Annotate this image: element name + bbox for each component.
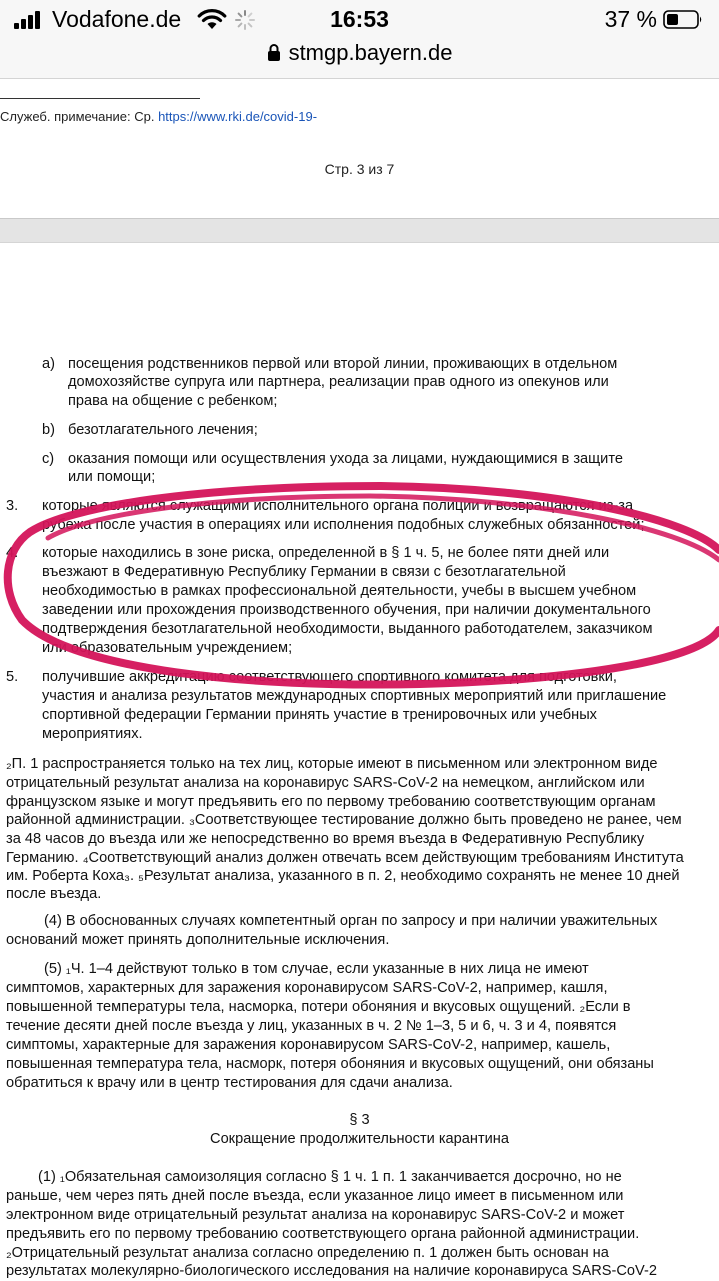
text-line: им. Роберта Коха₃. ₅Результат анализа, указанного в п. 2, необходимо сохранять не менее 10 дней (6, 868, 680, 884)
text-line: рубежа после участия в операциях или исполнения подобных служебных обязанностей; (42, 517, 645, 533)
lock-icon (267, 43, 281, 62)
text-line: раньше, чем через пять дней после въезда, если указанное лицо имеет в письменном или (6, 1188, 624, 1204)
text-line: Германию. ₄Соответствующий анализ должен отвечать всем действующим требованиям Института (6, 850, 684, 866)
text-line: спортивной федерации Германии принять участие в тренировочных или учебных (42, 707, 597, 723)
text-line: после въезда. (6, 886, 102, 902)
text-line: которые являются служащими исполнительного органа полиции и возвращаются из-за (42, 498, 634, 514)
text-line: ₂П. 1 распространяется только на тех лиц, которые имеют в письменном или электронном виде (6, 756, 658, 772)
url-bar[interactable] (0, 40, 719, 79)
text-line: посещения родственников первой или второй линии, проживающих в отдельном (68, 356, 618, 372)
text-line: въезжают в Федеративную Республику Германии в связи с безотлагательной (42, 564, 566, 580)
text-line: (1) ₁Обязательная самоизоляция согласно § 1 ч. 1 п. 1 заканчивается досрочно, но не (38, 1169, 622, 1185)
text-line: или образовательным учреждением; (42, 640, 293, 656)
text-line: участия и анализа результатов международных спортивных мероприятий или приглашение (42, 688, 667, 704)
url-domain[interactable]: stmgp.bayern.de (288, 40, 453, 65)
footnote-link[interactable]: https://www.rki.de/covid-19- (158, 109, 318, 124)
battery-icon (663, 10, 703, 29)
battery-percentage: 37 % (604, 6, 657, 32)
text-line: симптомы, характерные для заражения коронавирусом SARS-CoV-2, например, кашель, (6, 1037, 611, 1053)
text-line: (4) В обоснованных случаях компетентный орган по запросу и при наличии уважительных (44, 913, 658, 929)
text-line: права на общение с ребенком; (68, 393, 278, 409)
text-line: оказания помощи или осуществления ухода за лицами, нуждающимися в защите (68, 451, 623, 467)
text-line: необходимостью в рамках профессиональной деятельности, учебы в высшем учебном (42, 583, 637, 599)
list-marker-b: b) (42, 422, 55, 438)
footnote (0, 109, 317, 124)
status-bar (0, 0, 719, 40)
text-line: заведении или прохождения производственного обучения, при наличии документального (42, 602, 651, 618)
text-line: повышенная температура тела, насморк, потеря обоняния и вкусовых ощущений, они обязаны (6, 1056, 654, 1072)
text-line: симптомов, характерных для заражения коронавирусом SARS-CoV-2, например, кашля, (6, 980, 608, 996)
text-line: отрицательный результат анализа на коронавирус SARS-CoV-2 на немецком, английском или (6, 775, 645, 791)
list-marker-5: 5. (6, 669, 19, 685)
text-line: предъявить его по первому требованию соответствующего органа районной администрации. (6, 1226, 640, 1242)
text-line: подтверждения безотлагательной необходимости, выданного работодателем, заказчиком (42, 621, 653, 637)
text-line: безотлагательного лечения; (68, 422, 258, 438)
text-line: обратиться к врачу или в центр тестирования для сдачи анализа. (6, 1075, 453, 1091)
list-marker-3: 3. (6, 498, 19, 514)
list-marker-4: 4. (6, 545, 19, 561)
section-number: § 3 (349, 1112, 370, 1128)
text-line: за 48 часов до въезда или же непосредственно во время въезда в Федеративную Республику (6, 831, 645, 847)
text-line: оснований может принять дополнительные исключения. (6, 932, 390, 948)
page-separator (0, 218, 719, 243)
text-line: которые находились в зоне риска, определенной в § 1 ч. 5, не более пяти дней или (42, 545, 610, 561)
page-number: Стр. 3 из 7 (324, 161, 395, 177)
text-line: течение десяти дней после въезда у лиц, указанных в ч. 2 № 1–3, 5 и 6, ч. 3 и 4, появятся (6, 1018, 617, 1034)
text-line: ₂Отрицательный результат анализа согласно определению п. 1 должен быть основан на (6, 1245, 609, 1261)
list-marker-a: a) (42, 356, 55, 372)
text-line: районной администрации. ₃Соответствующее тестирование должно быть проведено не ранее, чем (6, 812, 682, 828)
text-line: электронном виде отрицательный результат анализа на коронавирус SARS-CoV-2 и может (6, 1207, 625, 1223)
list-marker-c: c) (42, 451, 55, 467)
text-line: (5) ₁Ч. 1–4 действуют только в том случае, если указанные в них лица не имеют (44, 961, 589, 977)
footnote-text: Служеб. примечание: Ср. (0, 109, 159, 124)
text-line: домохозяйстве супруга или партнера, реализации прав одного из опекунов или (68, 374, 609, 390)
text-line: французском языке и могут предъявить его по первому требованию соответствующим органам (6, 794, 656, 810)
text-line: получившие аккредитацию соответствующего спортивного комитета для подготовки, (42, 669, 617, 685)
carrier-name: Vodafone.de (52, 6, 182, 32)
section-title: Сокращение продолжительности карантина (210, 1131, 509, 1147)
text-line: мероприятиях. (42, 726, 143, 742)
text-line: или помощи; (68, 469, 156, 485)
text-line: результатах молекулярно-биологического исследования на наличие коронавируса SARS-CoV-2 (6, 1263, 657, 1279)
status-time: 16:53 (330, 6, 389, 32)
footnote-divider (0, 98, 200, 99)
text-line: повышенной температуры тела, насморка, потери обоняния и вкусовых ощущений. ₂Если в (6, 999, 631, 1015)
